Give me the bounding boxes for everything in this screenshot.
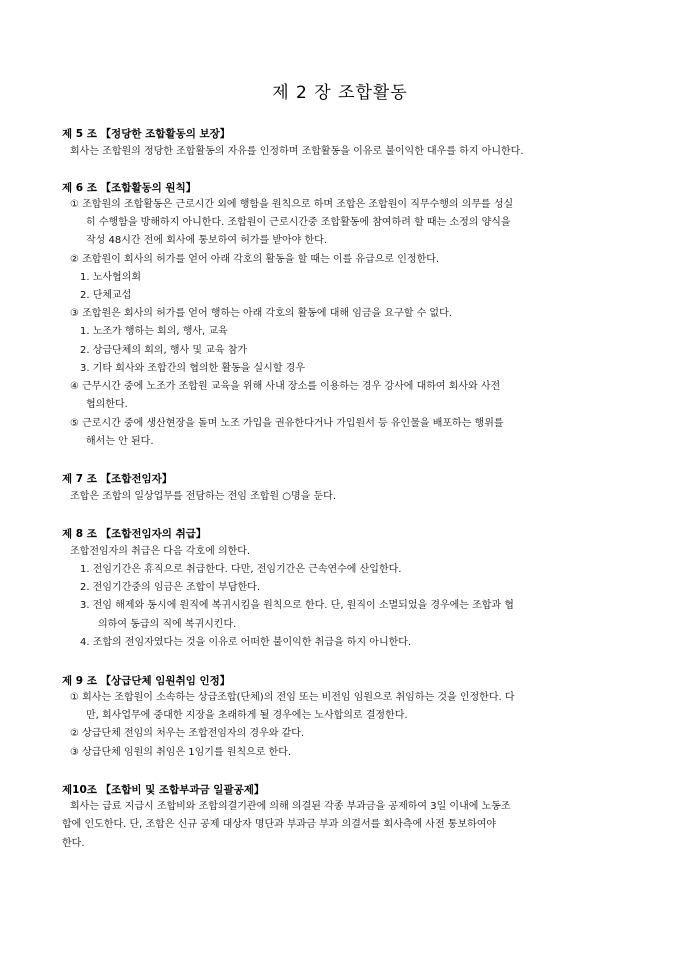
article-9-line-4: ③ 상급단체 임원의 취임은 1임기를 원칙으로 한다. [70, 747, 292, 758]
article-10-line-3: 한다. [62, 838, 85, 849]
article-6-line-2: 히 수행함을 방해하지 아니한다. 조합원이 근로시간중 조합활동에 참여하려 할 때는 소정의 양식을 [86, 217, 511, 228]
article-6-line-1: ① 조합원의 조합활동은 근로시간 외에 행함을 원칙으로 하며 조합은 조합원이 직무수행의 의무를 성실 [70, 199, 514, 210]
article-6-line-12: 협의한다. [86, 399, 128, 410]
article-9-heading: 제 9 조 【상급단체 임원취임 인정】 [62, 675, 231, 687]
article-6-line-5: 1. 노사협의회 [80, 272, 142, 283]
article-8-line-1: 조합전임자의 취급은 다음 각호에 의한다. [70, 546, 251, 557]
article-7-line-1: 조합은 조합의 일상업무를 전담하는 전임 조합원 ○명을 둔다. [70, 491, 336, 502]
article-6-line-13: ⑤ 근로시간 중에 생산현장을 돌며 노조 가입을 권유한다거나 가입원서 등 유인물을 배포하는 행위를 [70, 418, 504, 429]
article-8-line-4: 3. 전임 해제와 동시에 원직에 복귀시킴을 원칙으로 한다. 단, 원직이 소멸되었을 경우에는 조합과 협 [80, 600, 514, 611]
article-6-line-10: 3. 기타 회사와 조합간의 협의한 활동을 실시할 경우 [80, 363, 305, 374]
article-8-line-3: 2. 전임기간중의 임금은 조합이 부담한다. [80, 582, 260, 593]
article-6-heading: 제 6 조 【조합활동의 원칙】 [62, 182, 197, 194]
article-6-line-6: 2. 단체교섭 [80, 290, 132, 301]
article-10-line-2: 합에 인도한다. 단, 조합은 신규 공제 대상자 명단과 부과금 부과 의결서를 회사측에 사전 통보하여야 [62, 819, 497, 830]
article-8-heading: 제 8 조 【조합전임자의 취급】 [62, 528, 207, 540]
chapter-title: 제 2 장 조합활동 [272, 83, 408, 103]
article-6-line-3: 작성 48시간 전에 회사에 통보하여 허가를 받아야 한다. [86, 235, 328, 246]
article-6-line-14: 해서는 안 된다. [86, 436, 154, 447]
article-6-line-4: ② 조합원이 회사의 허가를 얻어 아래 각호의 활동을 할 때는 이를 유급으로 인정한다. [70, 254, 440, 265]
article-5-line-1: 회사는 조합원의 정당한 조합활동의 자유를 인정하며 조합활동을 이유로 불이익한 대우를 하지 아니한다. [70, 146, 524, 157]
article-6-line-9: 2. 상급단체의 회의, 행사 및 교육 참가 [80, 345, 248, 356]
article-10-line-1: 회사는 급료 지급시 조합비와 조합의결기관에 의해 의결된 각종 부과금을 공제하여 3일 이내에 노동조 [70, 801, 511, 812]
article-6-line-11: ④ 근무시간 중에 노조가 조합원 교육을 위해 사내 장소를 이용하는 경우 강사에 대하여 회사와 사전 [70, 381, 501, 392]
article-10-heading: 제10조 【조합비 및 조합부과금 일괄공제】 [62, 784, 265, 796]
article-7-heading: 제 7 조 【조합전임자】 [62, 473, 173, 485]
article-6-line-7: ③ 조합원은 회사의 허가를 얻어 행하는 아래 각호의 활동에 대해 임금을 요구할 수 없다. [70, 308, 452, 319]
article-9-line-3: ② 상급단체 전임의 처우는 조합전임자의 경우와 같다. [70, 728, 305, 739]
article-8-line-2: 1. 전임기간은 휴직으로 취급한다. 다만, 전임기간은 근속연수에 산입한다. [80, 564, 402, 575]
article-8-line-6: 4. 조합의 전임자였다는 것을 이유로 어떠한 불이익한 취급을 하지 아니한다. [80, 637, 412, 648]
article-8-line-5: 의하여 동급의 직에 복귀시킨다. [98, 619, 237, 630]
article-9-line-1: ① 회사는 조합원이 소속하는 상급조합(단체)의 전임 또는 비전임 임원으로 취임하는 것을 인정한다. 다 [70, 692, 515, 703]
article-5-heading: 제 5 조 【정당한 조합활동의 보장】 [62, 128, 231, 140]
article-6-line-8: 1. 노조가 행하는 회의, 행사, 교육 [80, 326, 228, 337]
article-9-line-2: 만, 회사업무에 중대한 지장을 초래하게 될 경우에는 노사합의로 결정한다. [86, 710, 408, 721]
